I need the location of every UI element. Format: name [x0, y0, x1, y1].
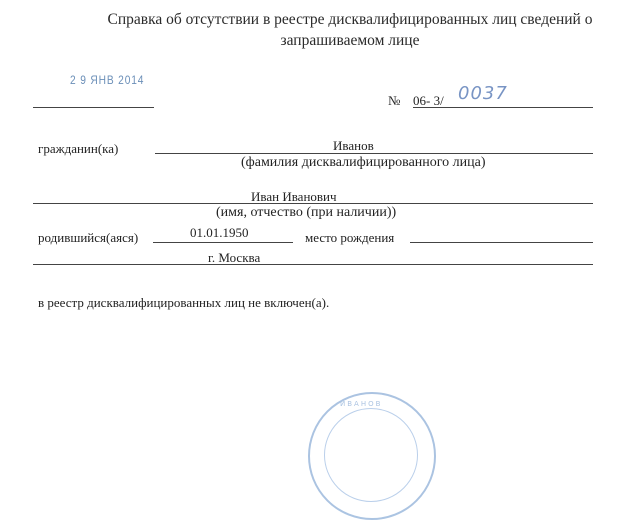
birthplace-label: место рождения — [305, 230, 395, 245]
citizen-label: гражданин(ка) — [38, 141, 119, 156]
seal-inner-ring — [324, 408, 418, 502]
birth-date-line — [153, 242, 293, 243]
number-line — [413, 107, 593, 108]
number-prefix: 06- 3/ — [413, 93, 444, 108]
document-title — [80, 9, 620, 51]
surname-caption: (фамилия дисквалифицированного лица) — [241, 155, 486, 170]
official-seal — [308, 392, 436, 520]
name-value: Иван Иванович — [251, 189, 337, 204]
birthplace-line-1 — [410, 242, 593, 243]
title-line-1: Справка об отсутствии в реестре дисквалифицированных лиц сведений о — [107, 11, 593, 28]
number-label: № — [388, 93, 401, 108]
title-line-2: запрашиваемом лице — [280, 32, 420, 49]
surname-value: Иванов — [333, 138, 374, 153]
birthplace-line-2 — [33, 264, 593, 265]
result-text: в реестр дисквалифицированных лиц не включен(а). — [38, 295, 330, 310]
name-caption: (имя, отчество (при наличии)) — [216, 205, 397, 220]
name-line — [33, 203, 593, 204]
birthplace-value: г. Москва — [208, 250, 261, 265]
date-line — [33, 107, 154, 108]
birth-date-value: 01.01.1950 — [190, 225, 249, 240]
handwritten-number: 0037 — [458, 83, 508, 104]
date-stamp: 2 9 ЯНВ 2014 — [70, 73, 145, 87]
seal-text: ИВАНОВ — [340, 400, 383, 408]
surname-line — [155, 153, 593, 154]
born-label: родившийся(аяся) — [38, 230, 139, 245]
